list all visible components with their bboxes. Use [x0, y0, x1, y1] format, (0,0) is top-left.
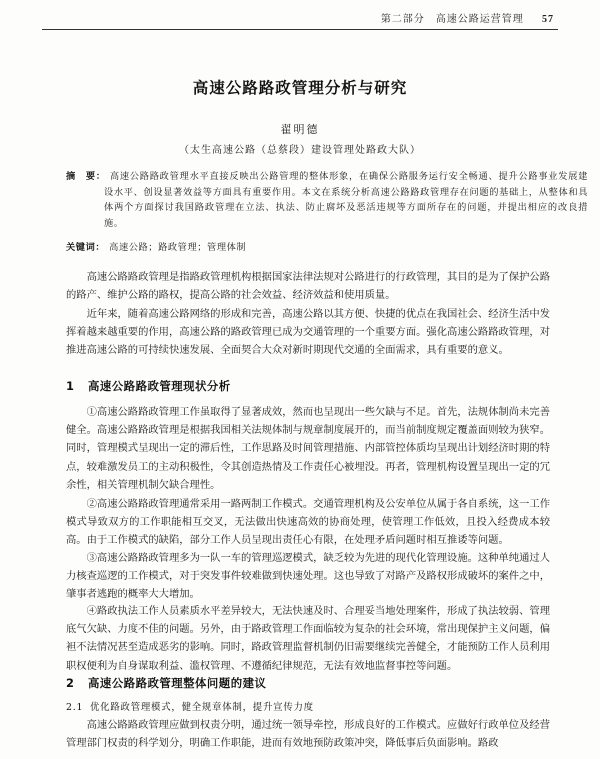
keywords-text: 高速公路；路政管理；管理体制	[109, 242, 247, 253]
abstract	[66, 169, 588, 231]
section-1-number: 1	[66, 379, 75, 393]
article-author: 翟明德	[280, 123, 320, 136]
subsection-2-1-title: 优化路政管理模式，健全规章体制，提升宣传力度	[90, 702, 314, 713]
section-1-paragraph-2: ②高速公路路政管理通常采用一路两制工作模式。交通管理机构及公安单位从属于各自系统，这一工作模式导致双方的工作职能相互交叉，无法做出快速高效的协商处理，使管理工作低效，且投入经费成本较高。由于工作模式的缺陷，部分工作人员呈现出责任心有限，在处理矛盾问题时相互推诿等问题。	[66, 498, 550, 547]
intro-paragraph-1: 高速公路路政管理是指路政管理机构根据国家法律法规对公路进行的行政管理，其目的是为了保护公路的路产、维护公路的路权，提高公路的社会效益、经济效益和使用质量。	[66, 271, 550, 302]
keywords	[66, 240, 550, 255]
section-2-title: 高速公路路政管理整体问题的建议	[88, 676, 267, 690]
subsection-2-1-heading	[66, 699, 550, 713]
article-title: 高速公路路政管理分析与研究	[192, 79, 408, 97]
section-1-heading	[66, 378, 550, 394]
running-head	[381, 10, 554, 25]
section-1-paragraph-3: ③高速公路路政管理多为一队一车的管理巡逻模式，缺乏较为先进的现代化管理设施。这种单纯通过人力核查巡逻的工作模式，对于突发事件较难做到快速处理。这也导致了对路产及路权形成破坏的案件之中，肇事者逃跑的概率大大增加。	[66, 552, 550, 601]
abstract-label: 摘 要：	[66, 171, 106, 182]
subsection-2-1-number: 2.1	[66, 702, 84, 713]
section-1-title: 高速公路路政管理现状分析	[88, 379, 231, 393]
keywords-label: 关键词：	[66, 242, 106, 253]
abstract-text: 高速公路路政管理水平直接反映出公路管理的整体形象，在确保公路服务运行安全畅通、提升公路事业发展建设水平、创设显著效益等方面具有重要作用。本文在系统分析高速公路路政管理存在问题的基础上，从整体和具体两个方面探讨我国路政管理在立法、执法、防止腐坏及恶活违规等方面所存在的问题，并提出相应的改良措施。	[104, 171, 588, 229]
section-1-paragraph-4: ④路政执法工作人员素质水平差异较大，无法快速及时、合理妥当地处理案件，形成了执法较弱、管理底气欠缺、力度不佳的问题。另外，由于路政管理工作面临较为复杂的社会环境，常出现保护主义问题，偏袒不法情况甚至造成恶劣的影响。同时，路政管理监督机制仍旧需要继续完善健全，才能预防工作人员利用职权便利为自身谋取利益、滥权管理、不遵循纪律规范，无法有效地监督事控等问题。	[66, 605, 550, 672]
intro-paragraph-2: 近年来，随着高速公路网络的形成和完善，高速公路以其方便、快捷的优点在我国社会、经济生活中发挥着越来越重要的作用，高速公路的路政管理已成为交通管理的一个重要方面。强化高速公路路政管理，对推进高速公路的可持续快速发展、全面契合大众对新时期现代交通的全面需求，具有重要的意义。	[66, 308, 550, 357]
running-head-section: 第二部分 高速公路运营管理	[380, 14, 524, 25]
page-number: 57	[542, 14, 554, 25]
section-1-paragraph-1: ①高速公路路政管理工作虽取得了显著成效，然而也呈现出一些欠缺与不足。首先，法规体制尚未完善健全。高速公路路政管理是根据我国相关法规体制与规章制度展开的，而当前制度规定覆盖面则较为狭窄。同时，管理模式呈现出一定的滞后性，工作思路及时间管理措施、内部管控体质均呈现出计划经济时期的特点，较难激发员工的主动积极性，令其创造热情及工作责任心被埋没。再者，管理机构设置呈现出一定的冗余性，相关管理机制欠缺合理性。	[66, 406, 550, 491]
author-affiliation: （太生高速公路（总蔡段）建设管理处路政大队）	[179, 145, 421, 156]
section-2-heading	[66, 675, 550, 691]
section-2-number: 2	[66, 676, 75, 690]
header-rule	[42, 29, 558, 30]
section-2-paragraph-1: 高速公路路政管理应做到权责分明，通过统一领导牵控，形成良好的工作模式。应做好行政单位及经营管理部门权责的科学划分，明确工作职能，进而有效地预防政策冲突，降低事后负面影响。路政	[66, 719, 550, 750]
